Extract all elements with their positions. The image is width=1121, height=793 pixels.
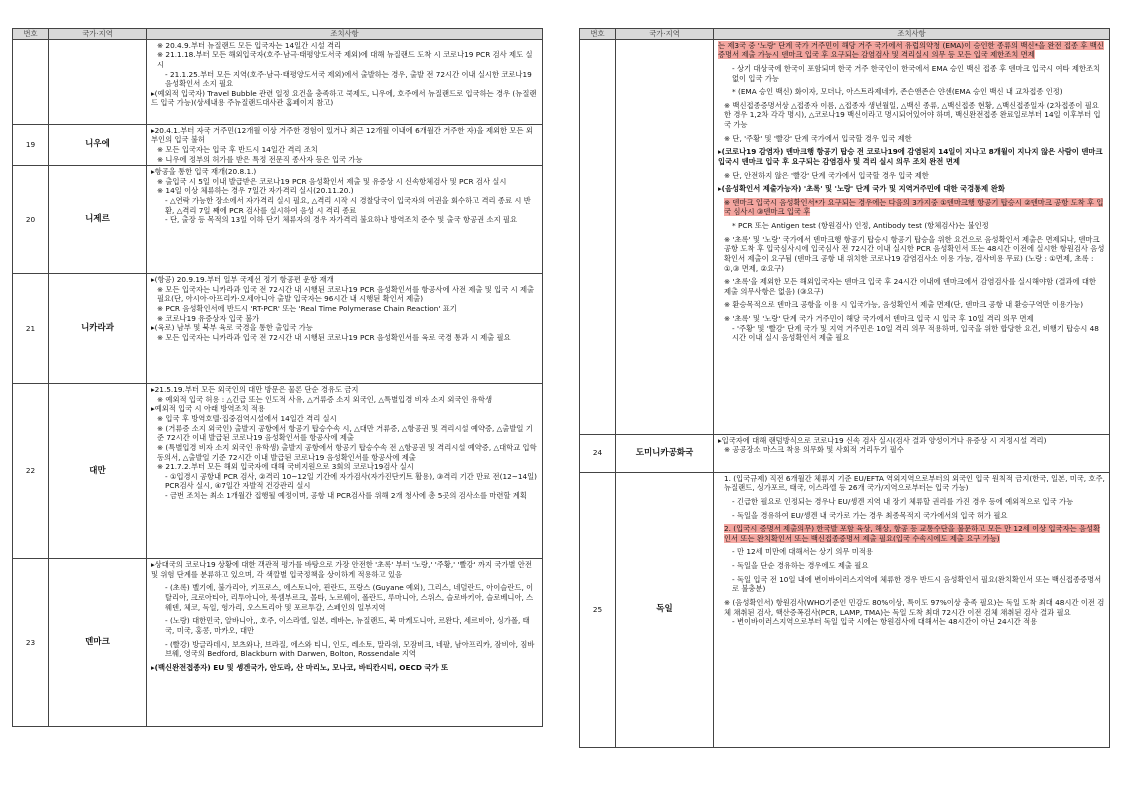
row-no: 20 [13,166,49,274]
measure-line [718,41,1105,60]
left-measures-table [12,28,543,727]
measure-line: - 변이바이러스지역으로부터 독일 입국 시에는 항원검사에 대해서는 48시간이 아닌 24시간 적용 [732,617,1038,627]
row-measures [147,384,543,559]
row-no: 19 [13,124,49,166]
measure-line: - ①입경시 공항내 PCR 검사, ②격리 10~12일 기간에 자가검사(자가진단키트 활용), ③격리 기간 만료 전(12~14일) PCR검사 실시, ④7일간 자발적 건강관리 실시 [165,471,538,491]
measure-line: - (빨강) 방글라데시, 보츠와나, 브라질, 에스와 티니, 인도, 레소토, 말라위, 모잠비크, 네팔, 남아프리카, 잠비아, 짐바브웨, 영국의 Bedford, Blackburn with Darwen, Bolton, Rossendale 지역 [165,639,535,659]
measure-line: ※ PCR 음성확인서에 반드시 'RT-PCR' 또는 'Real Time Polymerase Chain Reaction' 표기 [157,304,457,313]
row-no [580,39,616,434]
row-country: 대만 [49,384,147,559]
row-country: 덴마크 [49,559,147,727]
measure-line: ※ '초록' 및 '노랑' 국가에서 덴마크행 항공기 탑승시 항공기 탑승을 위한 요건으로 음성확인서 제출은 면제되나, 덴마크 공항 도착 후 입국심사시에 입국심사 전 72시간 이내 실시한 PCR 음성확인서 또는 48시간 이전에 실시한 항원검사 음성확인서 제출이 요구됨 (덴마크 공항 내 위치한 코로나19 감염검사소 이용 가능, 검사비용 무료) (노랑 : ①면제, 초록 : ①,③ 면제, ②요구) [724,234,1105,273]
measure-line [718,198,1105,217]
measure-line: ※ 14일 이상 체류하는 경우 7일간 자가격리 실시(20.11.20.) [157,186,354,196]
table-row-nicaragua [13,274,543,384]
measure-line: ※ 공공장소 마스크 착용 의무화 및 사회적 거리두기 필수 [724,445,904,455]
header-country: 국가·지역 [616,29,714,40]
measure-line: ※ 모든 입국자는 입국 후 반드시 14일간 격리 조치 [157,144,318,154]
row-no: 23 [13,559,49,727]
measure-line: ▸예외적 입국 시 아래 방역조치 적용 [151,404,265,414]
measure-line: ※ 코로나19 유증상자 입국 불가 [157,313,260,323]
measure-line: - 만 12세 미만에 대해서는 상기 의무 미적용 [732,547,873,557]
measure-line: ※ 단, 안전하지 않은 '빨강' 단계 국가에서 입국할 경우 입국 제한 [724,170,929,180]
measure-line: ▸(항공) 20.9.19.부터 일부 국제선 정기 항공편 운항 재개 [151,275,334,285]
measure-line: ▸(육로) 남부 및 북부 육로 국경을 통한 출입국 가능 [151,323,313,333]
measure-line: ※ 단, '주황' 및 '빨강' 단계 국가에서 입국할 경우 입국 제한 [724,133,912,143]
measure-line: ※ '초록' 및 '노랑' 단계 국가 거주민이 해당 국가에서 덴마크 입국 시 입국 후 10일 격리 의무 면제 [724,314,1034,323]
measure-line: ※ 21.1.18.부터 모든 해외입국자(호주·남극·태평양도서국 제외)에 대해 뉴질랜드 도착 시 코로나19 PCR 검사 제도 실시 [157,50,533,69]
measure-line: ※ (특별입경 비자 소지 외국인 유학생) 출발지 공항에서 항공기 탑승수속 전 △항공권 및 격리시설 예약증, △대학교 입학 동의서, △출발일 기준 72시간 이내 발급된 코로나19 음성확인서를 항공사에 제출 [157,442,537,462]
row-country [616,39,714,434]
table-row-denmark [13,559,543,727]
measure-line: ▸21.5.19.부터 모든 외국인의 대만 방문은 물론 단순 경유도 금지 [151,385,359,395]
row-country [49,39,147,124]
measure-line: - 상기 대상국에 한국이 포함되며 한국 거주 한국인이 한국에서 EMA 승인 백신 접종 후 덴마크 입국시 여타 제한조치 없이 입국 가능 [732,63,1101,83]
header-measures: 조치사항 [147,29,543,40]
measure-line: ▸상대국의 코로나19 상황에 대한 객관적 평가를 바탕으로 가장 안전한 '초록' 부터 '노랑,' '주황,' '빨강' 까지 국가별 안전 및 위험 단계를 분류하고 있으며, 각 색깔별 입국정책을 상이하게 적용하고 있음 [151,560,532,579]
measure-line: - 독일을 단순 경유하는 경우에도 제출 필요 [732,561,869,570]
measure-line: - '주황' 및 '빨강' 단계 국가 및 지역 거주민은 10일 격리 의무 적용하며, 입국을 위한 합당한 요건, 비행기 탑승시 48시간 이내 실시 음성확인서 제출 필요 [732,323,1099,343]
measure-line: - (초록) 벨기에, 불가리아, 키프로스, 에스토니아, 핀란드, 프랑스 (Guyane 예외), 그리스, 네덜란드, 아이슬란드, 이탈리아, 크로아티아, 리투아니아, 룩셈부르크, 몰타, 노르웨이, 폴란드, 루마니아, 스위스, 슬로바키아, 슬로베니아, 스웨덴, 체코, 독일, 헝가리, 오스트리아 및 포르투갈, 스페인의 일부지역 [165,583,534,612]
measure-line: - 금번 조치는 최소 1개월간 집행될 예정이며, 공항 내 PCR검사를 위해 2개 청사에 총 5곳의 검사소를 마련할 계획 [165,491,527,500]
measure-line: * (EMA 승인 백신) 화이자, 모더나, 아스트라제네카, 존슨앤존슨 얀센(EMA 승인 백신 내 교차접종 인정) [732,87,1063,97]
row-measures [714,39,1110,434]
measure-line: - △연락 가능한 장소에서 자가격리 실시 필요, △격리 시작 시 경찰당국이 입국자의 여권을 회수하고 격리 종료 시 반환, △격리 7일 째에 PCR 검사를 실시하여 음성 시 격리 종료 [165,196,531,215]
measure-line: ▸(음성확인서 제출가능자) '초록' 및 '노랑' 단계 국가 및 지역거주민에 대한 국경통제 완화 [718,184,1005,194]
row-measures [147,166,543,274]
table-row-niue [13,124,543,166]
header-measures: 조치사항 [714,29,1110,40]
measure-line: ▸20.4.1.부터 자국 거주민(12개월 이상 거주한 경험이 있거나 최근 12개월 이내에 6개월간 거주한 자)을 제외한 모든 외부인의 입국 불허 [151,125,533,145]
header-no: 번호 [580,29,616,40]
measure-line: ※ 입국 후 방역호텔·집중검역시설에서 14일간 격리 실시 [157,414,337,423]
measure-line: ※ 20.4.9.부터 뉴질랜드 모든 입국자는 14일간 시설 격리 [157,40,342,50]
row-measures [714,472,1110,747]
measure-line: - 단, 출장 등 목적의 13일 이하 단기 체류자의 경우 자가격리 불요하나 방역조치 준수 및 출국 항공권 소지 필요 [165,215,518,225]
measure-line: ※ (음성확인서) 항원검사(WHO기준인 민감도 80%이상, 특이도 97%이상 충족 필요)는 독일 도착 최대 48시간 이전 검체 채취된 검사, 핵산증폭검사(PCR, LAMP, TMA)는 독일 도착 최대 72시간 이전 검체 채취된 검사 결과 필요 [724,597,1105,617]
measure-line: 1. (입국규제) 직전 6개월간 체류지 기준 EU/EFTA 역외지역으로부터의 외국인 입국 원칙적 금지(한국, 일본, 미국, 호주, 뉴질랜드, 싱가포르, 태국, 이스라엘 등 26개 국가/지역으로부터는 입국 가능) [724,473,1105,493]
measure-line: ※ 백신접종증명서상 △접종자 이름, △접종자 생년월일, △백신 종류, △백신접종 현황, △백신접종일자 (2차접종이 필요한 경우 1,2차 각각 명시), △코로나19 백신이라고 명시되어있어야 하며, 백신완전접종 완료일로부터 14일 이후부터 입국 가능 [724,100,1101,129]
measure-line: ※ 예외적 입국 허용 : △긴급 또는 인도적 사유, △거류증 소지 외국인, △특별입경 비자 소지 외국인 유학생 [157,394,493,404]
table-row-dominican-republic [580,434,1110,472]
measure-line: ※ 출입국 시 5일 이내 발급받은 코로나19 PCR 음성확인서 제출 및 유증상 시 신속항체검사 및 PCR 검사 실시 [157,176,507,186]
table-row-nz-continuation [13,39,543,124]
right-measures-table [579,28,1110,748]
row-measures [147,559,543,727]
measure-line: ※ 니우에 정부의 허가를 받은 특정 전문직 종사자 등은 입국 가능 [157,154,363,164]
measure-line: - 독일을 경유하여 EU/솅겐 내 국가로 가는 경우 최종목적지 국가에서의 입국 허가 필요 [732,510,1008,520]
measure-line: ▸(백신완전접종자) EU 및 솅겐국가, 안도라, 산 마리노, 모나코, 바티칸시티, OECD 국가 또 [151,662,449,672]
measure-line: ▸(예외적 입국자) Travel Bubble 관련 일정 요건을 충족하고 쿡제도, 니우에, 호주에서 뉴질랜드로 입국하는 경우 (뉴질랜드 입국 가능)(상세내용 주뉴질랜드대사관 홈페이지 참고) [151,88,537,108]
row-country: 니우에 [49,124,147,166]
measure-line: ※ 환승목적으로 덴마크 공항을 이용 시 입국가능, 음성확인서 제출 면제(단, 덴마크 공항 내 환승구역만 이용가능) [724,300,1084,310]
row-measures [147,124,543,166]
highlighted-text: ※ 덴마크 입국시 음성확인서*가 요구되는 경우에는 다음의 3가지중 ①덴마크행 항공기 탑승시 ②덴마크 공항 도착 후 입국 심사시 ③덴마크 입국 후 [724,197,1104,217]
row-no: 21 [13,274,49,384]
measure-line: ▸항공을 통한 입국 재개(20.8.1.) [151,167,257,177]
row-country: 독일 [616,472,714,747]
table-row-germany [580,472,1110,747]
measure-line: ※ 21.7.2.부터 모든 해외 입국자에 대해 국비지원으로 3회의 코로나19검사 실시 [157,462,414,472]
measure-line [718,524,1105,543]
measure-line: ※ '초록'을 제외한 모든 해외입국자는 덴마크 입국 후 24시간 이내에 덴마크에서 감염검사를 실시해야함 (결과에 대한 제출 의무사항은 없음) (③요구) [724,277,1096,296]
measure-line: ※ 모든 입국자는 니카라과 입국 전 72시간 내 시행된 코로나19 PCR 음성확인서를 항공사에 사전 제출 및 입국 시 제출 필요(단, 아시아·아프리카·오세아니아 출발 입국자는 96시간 내 시행된 확인서 제출) [157,284,535,304]
row-measures [147,39,543,124]
row-measures [714,434,1110,472]
row-no [13,39,49,124]
measure-line: - 21.1.25.부터 모든 지역(호주·남극·태평양도서국 제외)에서 출발하는 경우, 출발 전 72시간 이내 실시한 코로나19 음성확인서 소지 필요 [165,69,532,89]
row-no: 22 [13,384,49,559]
row-no: 25 [580,472,616,747]
table-header-row [580,29,1110,40]
row-country: 도미니카공화국 [616,434,714,472]
header-country: 국가·지역 [49,29,147,40]
table-row-denmark-continuation [580,39,1110,434]
table-row-niger [13,166,543,274]
row-no: 24 [580,434,616,472]
measure-line: ▸입국자에 대해 랜덤방식으로 코로나19 신속 검사 실시(검사 결과 양성이거나 유증상 시 지정시설 격리) [718,435,1047,445]
measure-line: - (노랑) 대한민국, 알바니아,, 호주, 이스라엘, 일본, 레바논, 뉴질랜드, 북 마케도니아, 르완다, 세르비아, 싱가폴, 태국, 미국, 홍콩, 마카오, 대만 [165,616,530,635]
measure-line: - 긴급한 필요로 인정되는 경우나 EU/솅겐 지역 내 장기 체류할 권리를 가진 경우 등에 예외적으로 입국 가능 [732,496,1074,506]
measure-line: ※ 모든 입국자는 니카라과 입국 전 72시간 내 시행된 코로나19 PCR 음성확인서를 육로 국경 통과 시 제출 필요 [157,332,511,342]
header-no: 번호 [13,29,49,40]
measure-line: - 독일 입국 전 10일 내에 변이바이러스지역에 체류한 경우 반드시 음성확인서 필요(완치확인서 또는 백신접종증명서로 불충분) [732,574,1102,594]
highlighted-text: 2. (입국시 증명서 제출의무) 한국발 포함 육상, 해상, 항공 등 교통수단을 불문하고 모든 만 12세 이상 입국자는 음성확인서 또는 완치확인서 또는 백신접종증명서 제출 필요(입국 수속시에도 제출 요구 가능) [724,524,1101,543]
measure-line: ▸(코로나19 감염자) 덴마크행 항공기 탑승 전 코로나19에 감염된지 14일이 지나고 8개월이 지나지 않은 사람이 덴마크 입국시 덴마크 입국 후 요구되는 감염검사 및 격리 실시 의무 조치 완전 면제 [718,147,1103,166]
measure-line: * PCR 또는 Antigen test (항원검사) 인정, Antibody test (항체검사)는 불인정 [732,221,989,230]
table-row-taiwan [13,384,543,559]
row-measures [147,274,543,384]
row-country: 니제르 [49,166,147,274]
measure-line: ※ (거류증 소지 외국인) 출발지 공항에서 항공기 탑승수속 시, △대만 거류증, △항공권 및 격리시설 예약증, △출발일 기준 72시간 이내 발급된 코로나19 음성확인서를 항공사에 제출 [157,423,533,443]
table-header-row [13,29,543,40]
highlighted-text: 는 제3국 중 '노랑' 단계 국가 거주민이 해당 거주 국가에서 유럽의약청 (EMA)이 승인한 종류의 백신*을 완전 접종 후 백신 증명서 제출 가능시 덴마크 입국 후 요구되는 감염검사 및 격리실시 의무 등 모든 입국 제한조치 면제 [718,40,1104,60]
row-country: 니카라과 [49,274,147,384]
